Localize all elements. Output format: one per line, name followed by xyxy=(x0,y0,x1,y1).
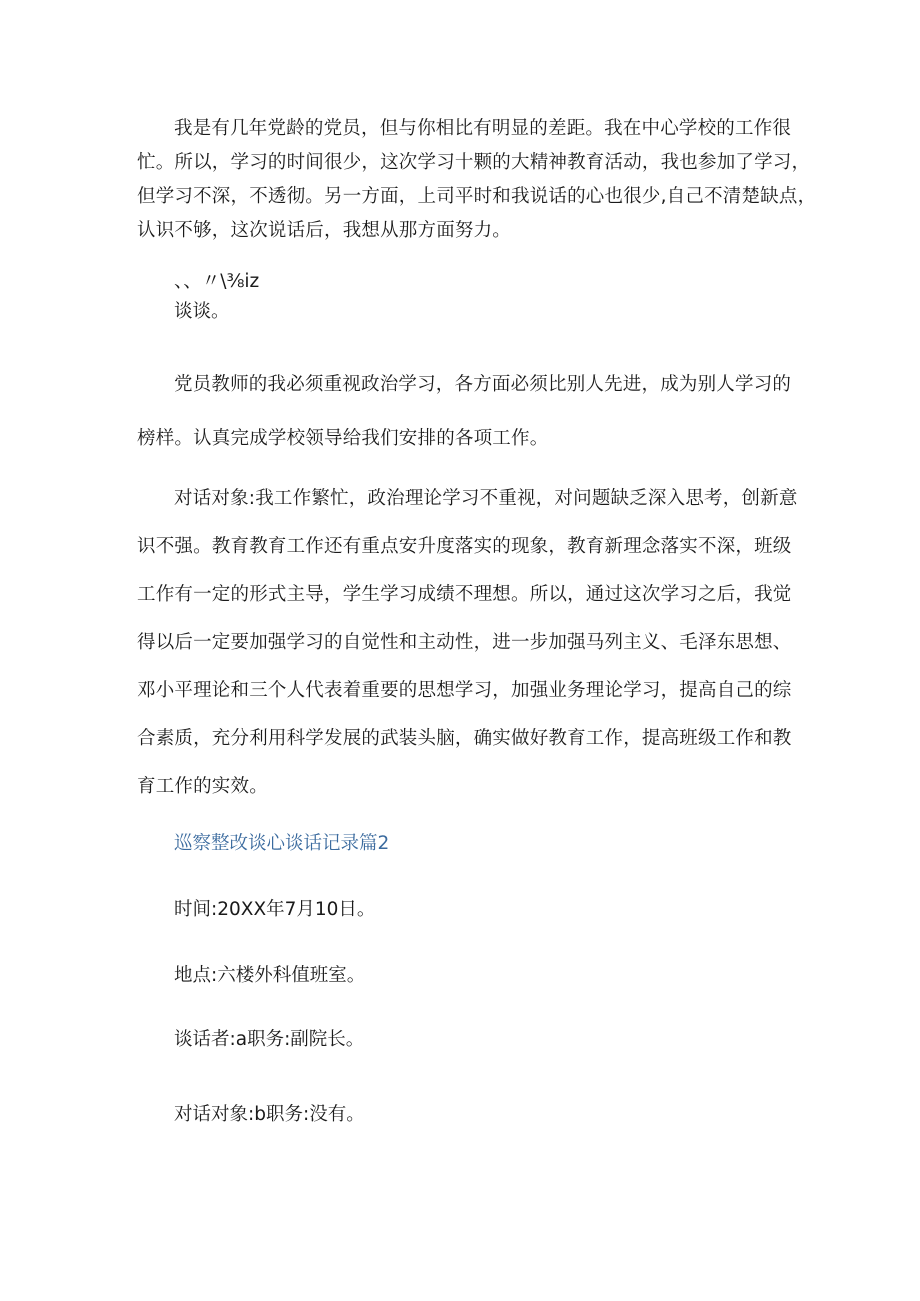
paragraph-line: 合素质，充分利用科学发展的武装头脑，确实做好教育工作，提高班级工作和教 xyxy=(137,728,792,749)
record-time: 时间:20XX年7月10日。 xyxy=(174,899,376,920)
garbled-text: 、、〃\⅜iz xyxy=(174,271,260,292)
record-target: 对话对象:b职务:没有。 xyxy=(174,1104,365,1125)
paragraph-line: 识不强。教育教育工作还有重点安升度落实的现象，教育新理念落实不深，班级 xyxy=(137,536,792,557)
record-place: 地点:六楼外科值班室。 xyxy=(174,965,366,986)
paragraph-teacher-duty xyxy=(137,358,817,466)
paragraph-line: 得以后一定要加强学习的自觉性和主动性，进一步加强马列主义、毛泽东思想、 xyxy=(137,632,792,653)
paragraph-line: 忙。所以，学习的时间很少，这次学习十颗的大精神教育活动，我也参加了学习， xyxy=(137,152,811,173)
short-line: 谈谈。 xyxy=(174,301,230,322)
paragraph-dialogue-target xyxy=(137,475,817,811)
paragraph-line: 邓小平理论和三个人代表着重要的思想学习，加强业务理论学习，提高自己的综 xyxy=(137,680,792,701)
section-heading: 巡察整改谈心谈话记录篇2 xyxy=(174,833,390,854)
paragraph-line: 榜样。认真完成学校领导给我们安排的各项工作。 xyxy=(137,428,549,449)
paragraph-line: 认识不够，这次说话后，我想从那方面努力。 xyxy=(137,220,512,241)
paragraph-line: 育工作的实效。 xyxy=(137,776,268,797)
paragraph-line: 党员教师的我必须重视政治学习，各方面必须比别人先进，成为别人学习的 xyxy=(174,374,792,395)
record-speaker: 谈话者:a职务:副院长。 xyxy=(174,1029,365,1050)
paragraph-line: 但学习不深，不透彻。另一方面，上司平时和我说话的心也很少,自己不清楚缺点， xyxy=(137,186,817,207)
paragraph-line: 工作有一定的形式主导，学生学习成绩不理想。所以，通过这次学习之后，我觉 xyxy=(137,584,792,605)
paragraph-line: 我是有几年党龄的党员，但与你相比有明显的差距。我在中心学校的工作很 xyxy=(174,118,792,139)
paragraph-line: 对话对象:我工作繁忙，政治理论学习不重视，对问题缺乏深入思考，创新意 xyxy=(174,488,798,509)
paragraph-self-assessment xyxy=(137,112,817,248)
